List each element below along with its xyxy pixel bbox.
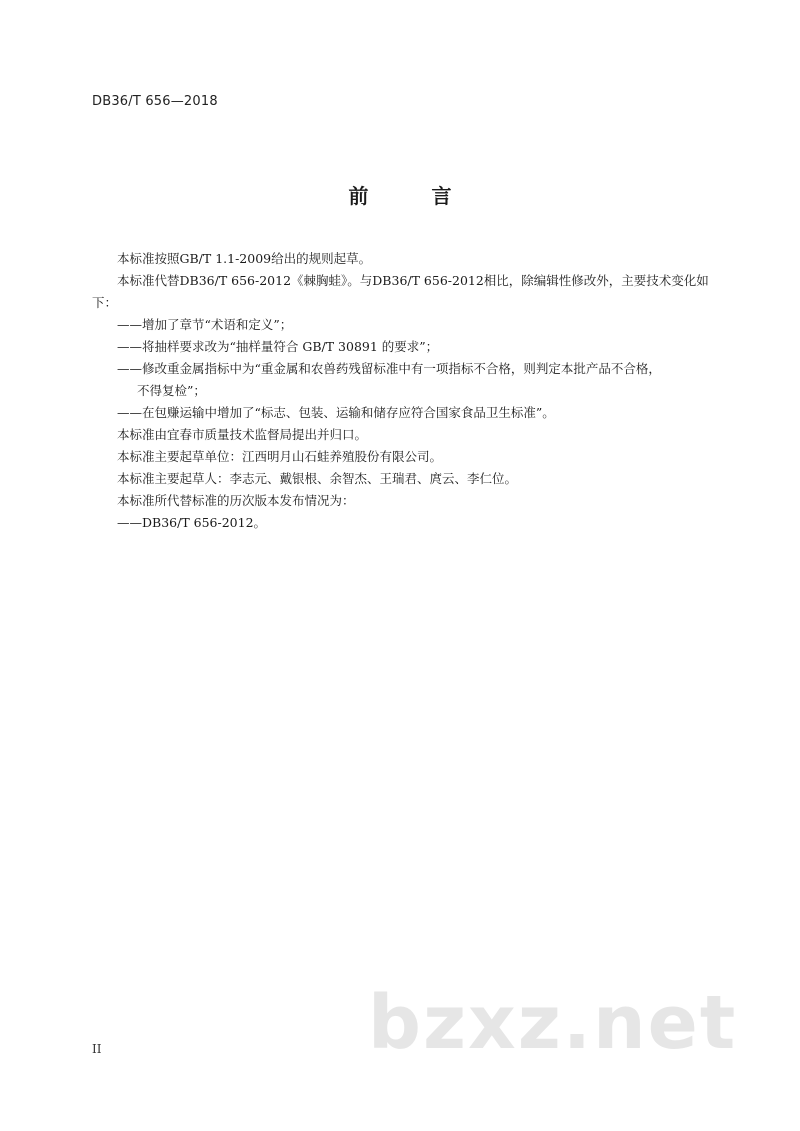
change-item-sampling: ——将抽样要求改为“抽样量符合 GB/T 30891 的要求”； bbox=[117, 339, 439, 354]
foreword-body bbox=[92, 248, 722, 534]
watermark: bzxz.net bbox=[368, 980, 738, 1066]
change-item-transport: ——在包赚运输中增加了“标志、包装、运输和储存应符合国家食品卫生标准”。 bbox=[117, 405, 555, 420]
paragraph-history-intro: 本标准所代替标准的历次版本发布情况为： bbox=[117, 493, 355, 508]
standard-code: DB36/T 656—2018 bbox=[92, 94, 218, 109]
paragraph-drafters: 本标准主要起草人：李志元、戴银根、余智杰、王瑞君、庹云、李仁位。 bbox=[117, 471, 518, 486]
paragraph-drafting-rule: 本标准按照GB/T 1.1-2009给出的规则起草。 bbox=[117, 251, 372, 266]
paragraph-replacement: 本标准代替DB36/T 656-2012《棘胸蛙》。与DB36/T 656-2012相比，除编辑性修改外，主要技术变化如下： bbox=[92, 273, 709, 310]
history-item: ——DB36/T 656-2012。 bbox=[117, 515, 267, 530]
change-item-heavy-metals-cont: 不得复检”； bbox=[137, 383, 206, 398]
page-title: 前 言 bbox=[348, 184, 480, 208]
paragraph-proposer: 本标准由宜春市质量技术监督局提出并归口。 bbox=[117, 427, 368, 442]
change-item-heavy-metals: ——修改重金属指标中为“重金属和农兽药残留标准中有一项指标不合格，则判定本批产品不合格， bbox=[117, 361, 661, 376]
page-number: II bbox=[92, 1042, 102, 1056]
paragraph-drafting-unit: 本标准主要起草单位：江西明月山石蛙养殖股份有限公司。 bbox=[117, 449, 443, 464]
change-item-terms: ——增加了章节“术语和定义”； bbox=[117, 317, 293, 332]
